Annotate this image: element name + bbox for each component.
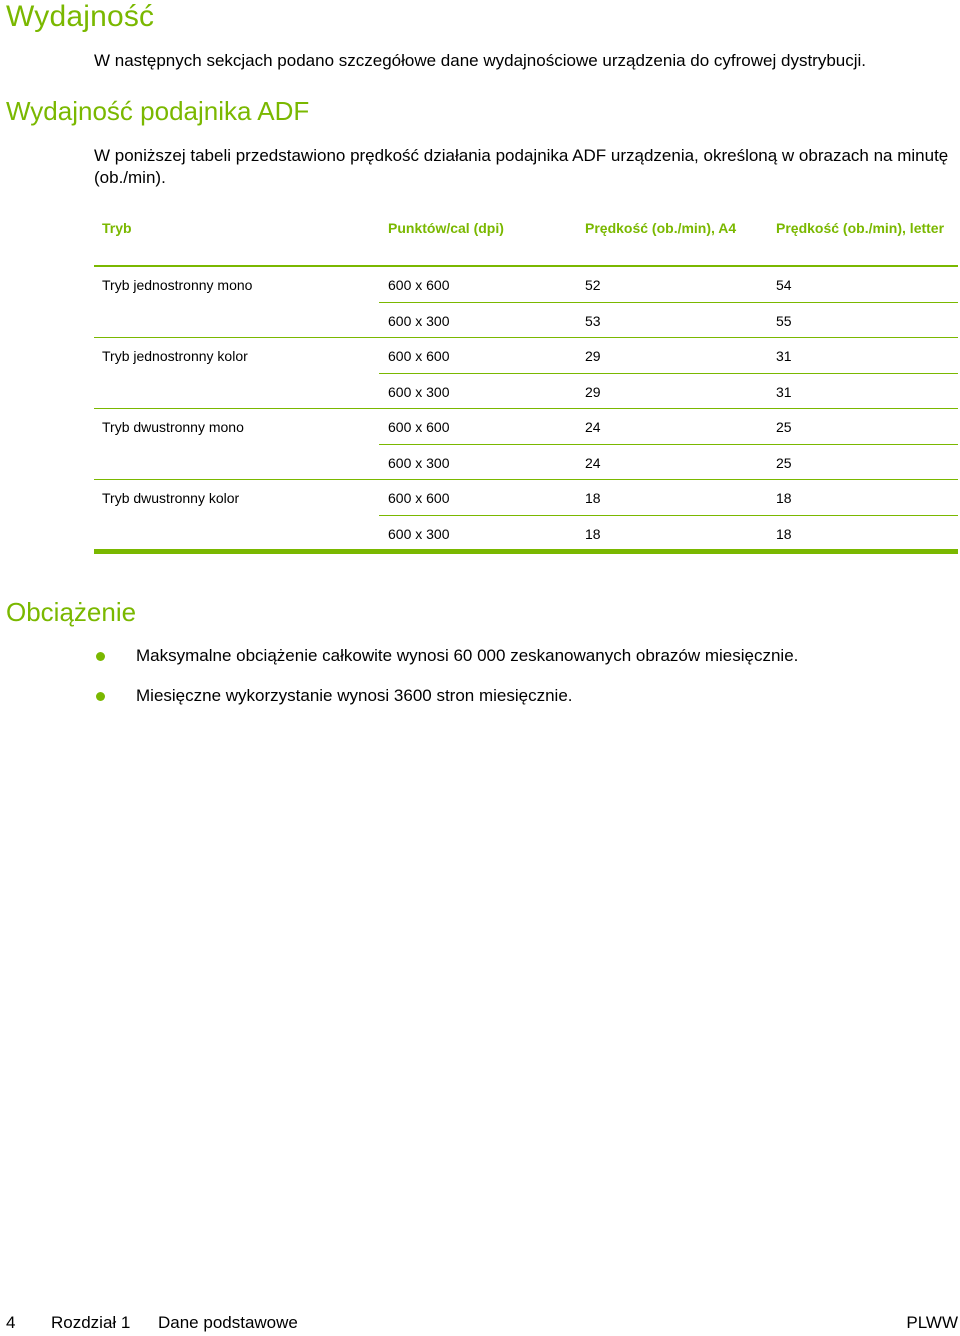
cell-a4: 52 [585,277,601,293]
cell-a4: 53 [585,312,601,329]
table-row [94,445,958,481]
cell-mode: Tryb jednostronny mono [102,277,253,293]
cell-a4: 18 [585,490,601,506]
cell-a4: 24 [585,419,601,435]
cell-letter: 54 [776,277,792,293]
bullet-icon [96,652,105,661]
cell-dpi: 600 x 600 [388,419,450,435]
footer-section: Dane podstawowe [158,1313,298,1332]
cell-mode: Tryb jednostronny kolor [102,348,248,364]
cell-mode: Tryb dwustronny mono [102,419,244,435]
load-section-heading: Obciążenie [6,597,137,627]
adf-section-heading: Wydajność podajnika ADF [6,96,310,126]
bullet-icon [96,692,105,701]
header-mode: Tryb [102,220,132,236]
cell-a4: 29 [585,383,601,400]
cell-dpi: 600 x 300 [388,312,450,329]
adf-section-paragraph: W poniższej tabeli przedstawiono prędkość działania podajnika ADF urządzenia, określoną w obrazach na minutę (ob./min). [94,146,949,187]
cell-letter: 31 [776,383,792,400]
table-row [94,516,958,552]
table-row [94,409,958,445]
cell-a4: 24 [585,454,601,471]
cell-dpi: 600 x 300 [388,454,450,471]
table-row [94,480,958,516]
page-number: 4 [6,1313,16,1332]
table-row [94,374,958,410]
cell-letter: 18 [776,490,792,506]
cell-letter: 25 [776,454,792,471]
bullet-text: Maksymalne obciążenie całkowite wynosi 60 000 zeskanowanych obrazów miesięcznie. [136,646,799,665]
table-row [94,338,958,374]
cell-a4: 18 [585,525,601,542]
list-item [94,646,798,686]
cell-dpi: 600 x 600 [388,490,450,506]
footer-chapter: Rozdział 1 [51,1313,131,1332]
cell-a4: 29 [585,348,601,364]
footer-brand: PLWW [906,1313,958,1332]
cell-letter: 18 [776,525,792,542]
table-bottom-rule [94,549,958,554]
adf-speed-table [94,212,958,551]
load-bullet-list [94,646,798,726]
table-row [94,303,958,339]
bullet-text: Miesięczne wykorzystanie wynosi 3600 stron miesięcznie. [136,686,573,705]
cell-dpi: 600 x 300 [388,525,450,542]
header-speed-a4: Prędkość (ob./min), A4 [585,220,737,236]
cell-dpi: 600 x 300 [388,383,450,400]
cell-mode: Tryb dwustronny kolor [102,490,240,506]
table-header-row [94,212,958,267]
table-row [94,267,958,303]
intro-paragraph: W następnych sekcjach podano szczegółowe dane wydajnościowe urządzenia do cyfrowej dystrybucji. [94,51,867,70]
cell-dpi: 600 x 600 [388,348,450,364]
cell-letter: 55 [776,312,792,329]
list-item [94,686,798,726]
header-dpi: Punktów/cal (dpi) [388,220,504,236]
page-title: Wydajność [6,0,155,33]
cell-dpi: 600 x 600 [388,277,450,293]
cell-letter: 31 [776,348,792,364]
cell-letter: 25 [776,419,792,435]
header-speed-letter: Prędkość (ob./min), letter [776,220,945,236]
